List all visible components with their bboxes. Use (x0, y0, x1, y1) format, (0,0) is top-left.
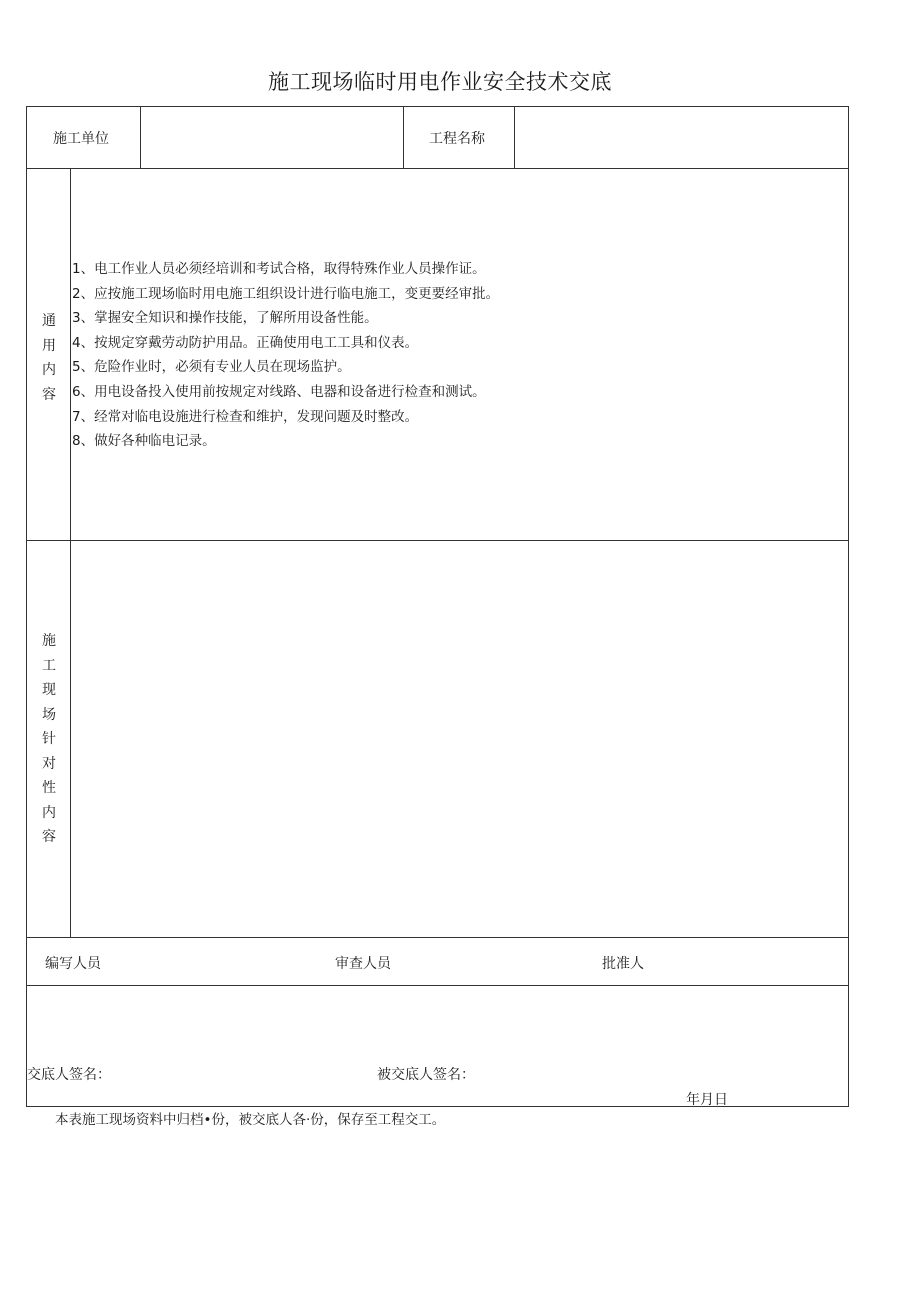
list-item: 6、用电设备投入使用前按规定对线路、电器和设备进行检查和测试。 (72, 383, 486, 400)
list-item: 2、应按施工现场临时用电施工组织设计进行临电施工，变更要经审批。 (72, 285, 500, 302)
approver-label: 批准人 (602, 956, 644, 972)
label-char: 容 (42, 386, 56, 403)
label-char: 通 (42, 313, 56, 329)
site-specific-content-field[interactable] (71, 541, 848, 937)
row-divider (27, 168, 848, 169)
label-char: 容 (42, 829, 56, 845)
label-char: 现 (42, 682, 56, 698)
general-content-label (39, 309, 59, 407)
label-char: 工 (42, 657, 56, 674)
disclosure-form (26, 106, 849, 1107)
reviewer-label: 审查人员 (335, 956, 391, 972)
row-divider (27, 985, 848, 986)
general-content-list (72, 257, 499, 454)
label-char: 内 (42, 362, 56, 378)
construction-unit-label: 施工单位 (53, 131, 109, 147)
list-item: 8、做好各种临电记录。 (72, 433, 216, 450)
label-char: 用 (42, 337, 56, 354)
label-char: 施 (42, 633, 56, 649)
label-char: 内 (42, 804, 56, 821)
list-item: 4、按规定穿戴劳动防护用品。正确使用电工工具和仪表。 (72, 334, 419, 351)
label-char: 场 (42, 706, 56, 723)
list-item: 3、掌握安全知识和操作技能，了解所用设备性能。 (72, 310, 378, 327)
label-char: 针 (42, 731, 56, 747)
label-char: 对 (42, 755, 56, 772)
construction-unit-field[interactable] (141, 107, 403, 168)
handover-receiver-signature-label: 被交底人签名： (377, 1067, 475, 1083)
row-divider (27, 937, 848, 938)
column-divider (403, 107, 404, 168)
site-specific-label (39, 629, 59, 850)
list-item: 1、电工作业人员必须经培训和考试合格，取得特殊作业人员操作证。 (72, 261, 486, 277)
form-title: 施工现场临时用电作业安全技术交底 (268, 70, 612, 94)
date-label: 年月日 (686, 1092, 728, 1108)
archive-note: 本表施工现场资料中归档•份，被交底人各·份，保存至工程交工。 (55, 1112, 446, 1128)
label-char: 性 (42, 780, 56, 796)
list-item: 7、经常对临电设施进行检查和维护，发现问题及时整改。 (72, 408, 419, 425)
writer-label: 编写人员 (45, 956, 101, 972)
handover-giver-signature-label: 交底人签名： (27, 1067, 111, 1083)
project-name-field[interactable] (515, 107, 848, 168)
project-name-label: 工程名称 (429, 131, 485, 147)
list-item: 5、危险作业时，必须有专业人员在现场监护。 (72, 359, 351, 376)
